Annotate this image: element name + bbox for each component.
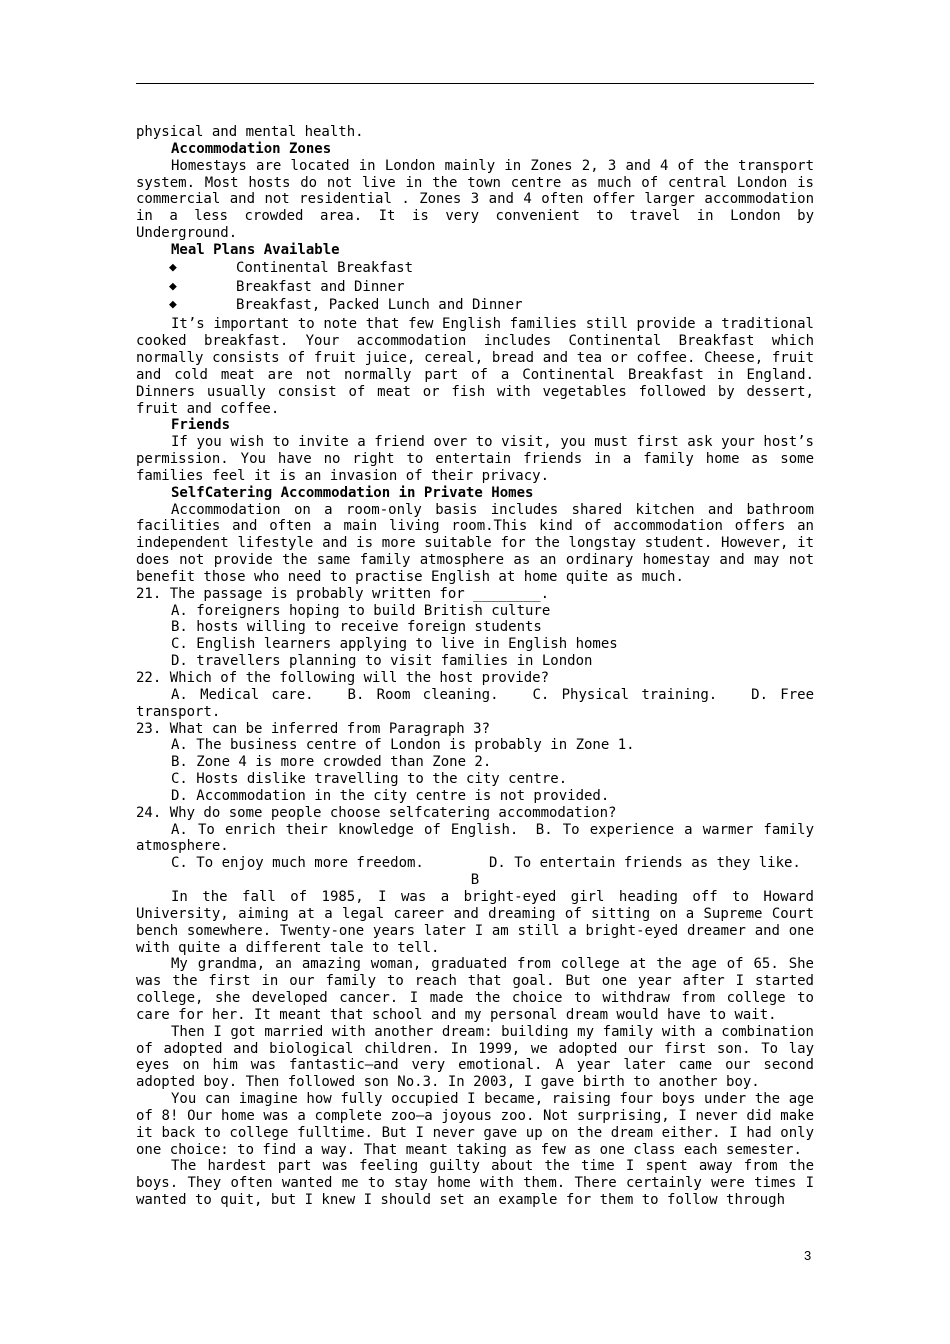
question-option: C. Hosts dislike travelling to the city centre. xyxy=(171,771,568,788)
question-stem: 22. Which of the following will the host provide? xyxy=(136,670,550,686)
bullet-item: ◆ Breakfast, Packed Lunch and Dinner xyxy=(169,297,523,314)
section-heading: Friends xyxy=(171,417,231,434)
section-heading: Meal Plans Available xyxy=(171,241,340,258)
question-options-row xyxy=(136,855,814,872)
section-heading: Accommodation Zones xyxy=(171,140,332,157)
page-content xyxy=(136,124,814,1209)
section-heading: SelfCatering Accommodation in Private Homes xyxy=(171,484,534,501)
intro-line: physical and mental health. xyxy=(136,124,364,140)
diamond-bullet-icon: ◆ xyxy=(169,297,177,313)
diamond-bullet-icon: ◆ xyxy=(169,278,177,294)
passage-paragraph: Then I got married with another dream: building my family with a combination of adopted and biological children. In 1999, we adopted our first son. To lay eyes on him was fantastic—and very emotional. A year later came our second adopted boy. Then followed son No.3. In 2003, I gave birth to another boy. xyxy=(136,1023,814,1091)
question-option: B. hosts willing to receive foreign students xyxy=(171,619,542,636)
section-paragraph: Homestays are located in London mainly in Zones 2, 3 and 4 of the transport system. Most hosts do not live in the town centre as much of central London is commercial and not residential . Zones 3 and 4 often offer larger accommodation in a less crowded area. It is very convenient to travel in London by Underground. xyxy=(136,157,814,242)
question-stem: 21. The passage is probably written for ________. xyxy=(136,585,550,602)
question-option: A. The business centre of London is probably in Zone 1. xyxy=(171,737,635,754)
question-options-row: A. Medical care. B. Room cleaning. C. Physical training. D. Free transport. xyxy=(136,686,814,720)
section-paragraph: If you wish to invite a friend over to visit, you must first ask your host’s permission. You have no right to entertain friends in a family home as some families feel it is an invasion of their privacy. xyxy=(136,434,814,484)
passage-label: B xyxy=(470,872,480,889)
section-paragraph: Accommodation on a room-only basis includes shared kitchen and bathroom facilities and often a main living room.This kind of accommodation offers an independent lifestyle and is more suitable for the longstay student. However, it does not provide the same family atmosphere as an ordinary homestay and may not benefit those who need to practise English at home quite as much. xyxy=(136,501,814,585)
passage-paragraph: In the fall of 1985, I was a bright-eyed girl heading off to Howard University, aiming at a legal career and dreaming of sitting on a Supreme Court bench somewhere. Twenty-one years later I am still a bright-eyed dreamer and one with quite a different tale to tell. xyxy=(136,888,814,956)
question-options-row: A. To enrich their knowledge of English. B. To experience a warmer family atmosphere. xyxy=(136,821,814,855)
section-paragraph: It’s important to note that few English families still provide a traditional cooked breakfast. Your accommodation includes Continental Breakfast which normally consists of fruit juice, cereal, bread and tea or coffee. Cheese, fruit and cold meat are not normally part of a Continental Breakfast in England. Dinners usually consist of meat or fish with vegetables followed by dessert, fruit and coffee. xyxy=(136,316,814,417)
passage-paragraph: You can imagine how fully occupied I became, raising four boys under the age of 8! Our home was a complete zoo—a joyous zoo. Not surprising, I never did make it back to college fulltime. But I never gave up on the dream either. I had only one choice: to find a way. That meant taking as few as one class each semester. xyxy=(136,1091,814,1158)
question-stem: 23. What can be inferred from Paragraph 3? xyxy=(136,720,491,737)
question-option: D. travellers planning to visit families in London xyxy=(171,653,593,670)
question-option: C. English learners applying to live in English homes xyxy=(171,636,618,653)
passage-paragraph: My grandma, an amazing woman, graduated from college at the age of 65. She was the first in our family to reach that goal. But one year after I started college, she developed cancer. I made the choice to withdraw from college to care for her. It meant that school and my personal dream would have to wait. xyxy=(136,956,814,1023)
bullet-item: ◆ Breakfast and Dinner xyxy=(169,278,405,295)
header-rule xyxy=(136,83,814,84)
bullet-item: ◆ Continental Breakfast xyxy=(169,259,414,276)
question-option: C. To enjoy much more freedom. xyxy=(171,855,424,872)
question-option: D. To entertain friends as they like. xyxy=(489,855,801,872)
passage-paragraph: The hardest part was feeling guilty about the time I spent away from the boys. They often wanted me to stay home with them. There certainly were times I wanted to quit, but I knew I should set an example for them to follow through xyxy=(136,1158,814,1209)
question-option: D. Accommodation in the city centre is not provided. xyxy=(171,787,610,804)
question-stem: 24. Why do some people choose selfcatering accommodation? xyxy=(136,804,617,821)
diamond-bullet-icon: ◆ xyxy=(169,259,177,275)
question-option: B. Zone 4 is more crowded than Zone 2. xyxy=(171,754,492,771)
question-option: A. foreigners hoping to build British culture xyxy=(171,602,551,619)
page-number: 3 xyxy=(804,1248,812,1263)
